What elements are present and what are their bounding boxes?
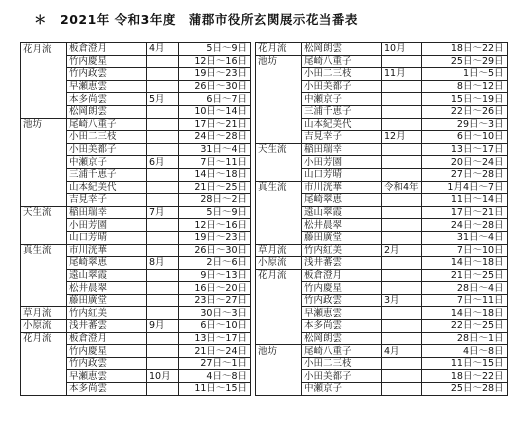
date-range: 18日～22日 xyxy=(421,370,507,383)
month-cell: 10月 xyxy=(382,43,422,56)
schedule-row xyxy=(21,55,508,68)
month-cell xyxy=(147,231,179,244)
member-name: 松岡朗雲 xyxy=(302,332,382,345)
month-cell: 5月 xyxy=(147,93,179,106)
school-cell: 花月流 xyxy=(21,43,67,56)
member-name: 尾崎八重子 xyxy=(302,345,382,358)
schedule-row xyxy=(21,282,508,295)
month-cell xyxy=(382,231,422,244)
school-cell xyxy=(256,282,302,295)
school-cell xyxy=(256,383,302,396)
month-cell xyxy=(382,383,422,396)
school-cell: 小原流 xyxy=(256,257,302,270)
school-cell: 花月流 xyxy=(256,43,302,56)
date-range: 31日～4日 xyxy=(421,231,507,244)
member-name: 松岡朗雲 xyxy=(67,105,147,118)
date-range: 22日～26日 xyxy=(421,105,507,118)
member-name: 竹内紅美 xyxy=(67,307,147,320)
month-cell xyxy=(147,282,179,295)
school-cell xyxy=(21,257,67,270)
member-name: 小田美都子 xyxy=(302,80,382,93)
schedule-row xyxy=(21,105,508,118)
member-name: 松井晨翠 xyxy=(302,219,382,232)
date-range: 14日～18日 xyxy=(421,307,507,320)
schedule-table xyxy=(20,42,508,396)
month-cell xyxy=(147,244,179,257)
date-range: 26日～30日 xyxy=(179,80,251,93)
date-range: 8日～12日 xyxy=(421,80,507,93)
schedule-row xyxy=(21,143,508,156)
school-cell xyxy=(256,131,302,144)
school-cell xyxy=(21,294,67,307)
month-cell xyxy=(382,219,422,232)
schedule-row xyxy=(21,93,508,106)
date-range: 16日～20日 xyxy=(179,282,251,295)
member-name: 吉見幸子 xyxy=(302,131,382,144)
school-cell xyxy=(256,206,302,219)
month-cell xyxy=(147,168,179,181)
school-cell xyxy=(21,194,67,207)
school-cell: 池坊 xyxy=(21,118,67,131)
date-range: 11日～15日 xyxy=(179,383,251,396)
schedule-row xyxy=(21,294,508,307)
month-cell xyxy=(382,206,422,219)
date-range: 2日～6日 xyxy=(179,257,251,270)
member-name: 板倉澄月 xyxy=(67,43,147,56)
date-range: 4日～8日 xyxy=(179,370,251,383)
member-name: 竹内政雲 xyxy=(302,294,382,307)
school-cell: 池坊 xyxy=(256,345,302,358)
date-range: 20日～24日 xyxy=(421,156,507,169)
month-cell xyxy=(147,219,179,232)
month-cell: 令和4年 xyxy=(382,181,422,194)
month-cell: 12月 xyxy=(382,131,422,144)
school-cell xyxy=(21,156,67,169)
member-name: 中瀬京子 xyxy=(302,383,382,396)
month-cell xyxy=(382,332,422,345)
member-name: 小田美都子 xyxy=(67,143,147,156)
school-cell xyxy=(21,131,67,144)
month-cell xyxy=(147,55,179,68)
member-name: 竹内紅美 xyxy=(302,244,382,257)
member-name: 本多尚雲 xyxy=(302,320,382,333)
date-range: 24日～28日 xyxy=(421,219,507,232)
month-cell xyxy=(382,282,422,295)
member-name: 遠山翠霞 xyxy=(67,269,147,282)
school-cell xyxy=(21,282,67,295)
member-name: 早瀬恵雲 xyxy=(67,370,147,383)
date-range: 12日～16日 xyxy=(179,219,251,232)
date-range: 1月4日～7日 xyxy=(421,181,507,194)
month-cell xyxy=(147,345,179,358)
month-cell: 4月 xyxy=(382,345,422,358)
month-cell: 6月 xyxy=(147,156,179,169)
school-cell xyxy=(256,370,302,383)
month-cell: 3月 xyxy=(382,294,422,307)
school-cell xyxy=(256,219,302,232)
schedule-row xyxy=(21,257,508,270)
member-name: 尾崎翠恵 xyxy=(302,194,382,207)
schedule-row xyxy=(21,156,508,169)
school-cell xyxy=(21,383,67,396)
date-range: 21日～25日 xyxy=(179,181,251,194)
member-name: 三浦千恵子 xyxy=(67,168,147,181)
school-cell xyxy=(256,194,302,207)
date-range: 12日～16日 xyxy=(179,55,251,68)
date-range: 5日～9日 xyxy=(179,43,251,56)
date-range: 25日～29日 xyxy=(421,55,507,68)
schedule-row xyxy=(21,68,508,81)
school-cell xyxy=(256,156,302,169)
schedule-row xyxy=(21,332,508,345)
schedule-row xyxy=(21,320,508,333)
month-cell xyxy=(382,168,422,181)
date-range: 11日～14日 xyxy=(421,194,507,207)
date-range: 4日～8日 xyxy=(421,345,507,358)
date-range: 26日～30日 xyxy=(179,244,251,257)
date-range: 23日～27日 xyxy=(179,294,251,307)
member-name: 山本紀美代 xyxy=(67,181,147,194)
month-cell: 9月 xyxy=(147,320,179,333)
school-cell xyxy=(256,307,302,320)
school-cell xyxy=(21,68,67,81)
member-name: 本多尚雲 xyxy=(67,383,147,396)
member-name: 尾崎八重子 xyxy=(302,55,382,68)
member-name: 本多尚雲 xyxy=(67,93,147,106)
member-name: 小田二三枝 xyxy=(302,68,382,81)
date-range: 31日～4日 xyxy=(179,143,251,156)
schedule-row xyxy=(21,181,508,194)
school-cell xyxy=(21,231,67,244)
date-range: 17日～21日 xyxy=(179,118,251,131)
month-cell: 8月 xyxy=(147,257,179,270)
member-name: 浅井蕃雲 xyxy=(67,320,147,333)
month-cell xyxy=(382,55,422,68)
date-range: 17日～21日 xyxy=(421,206,507,219)
school-cell xyxy=(256,357,302,370)
date-range: 11日～15日 xyxy=(421,357,507,370)
month-cell: 11月 xyxy=(382,68,422,81)
member-name: 浅井蕃雲 xyxy=(302,257,382,270)
member-name: 山本紀美代 xyxy=(302,118,382,131)
date-range: 28日～1日 xyxy=(421,332,507,345)
month-cell xyxy=(147,131,179,144)
member-name: 市川洸華 xyxy=(67,244,147,257)
school-cell xyxy=(256,68,302,81)
date-range: 1日～5日 xyxy=(421,68,507,81)
member-name: 小田二三枝 xyxy=(302,357,382,370)
member-name: 小田芳園 xyxy=(302,156,382,169)
date-range: 27日～1日 xyxy=(179,357,251,370)
schedule-row xyxy=(21,206,508,219)
member-name: 早瀬恵雲 xyxy=(302,307,382,320)
school-cell xyxy=(21,143,67,156)
member-name: 山口芳晴 xyxy=(67,231,147,244)
schedule-row xyxy=(21,118,508,131)
school-cell xyxy=(256,332,302,345)
month-cell xyxy=(147,181,179,194)
schedule-row xyxy=(21,219,508,232)
school-cell xyxy=(21,168,67,181)
page-title: ＊ 2021年 令和3年度 蒲郡市役所玄関展示花当番表 xyxy=(34,12,358,27)
month-cell xyxy=(382,156,422,169)
member-name: 尾崎八重子 xyxy=(67,118,147,131)
schedule-row xyxy=(21,194,508,207)
month-cell xyxy=(382,307,422,320)
month-cell xyxy=(147,294,179,307)
date-range: 29日～3日 xyxy=(421,118,507,131)
member-name: 藤田廣堂 xyxy=(67,294,147,307)
date-range: 7日～10日 xyxy=(421,244,507,257)
school-cell xyxy=(21,181,67,194)
school-cell xyxy=(21,269,67,282)
month-cell xyxy=(147,383,179,396)
date-range: 5日～9日 xyxy=(179,206,251,219)
schedule-row xyxy=(21,370,508,383)
month-cell xyxy=(382,105,422,118)
school-cell: 小原流 xyxy=(21,320,67,333)
month-cell xyxy=(382,269,422,282)
school-cell xyxy=(256,105,302,118)
member-name: 吉見幸子 xyxy=(67,194,147,207)
school-cell xyxy=(21,357,67,370)
date-range: 18日～22日 xyxy=(421,43,507,56)
member-name: 竹内慶星 xyxy=(302,282,382,295)
schedule-row xyxy=(21,131,508,144)
member-name: 竹内慶星 xyxy=(67,345,147,358)
member-name: 山口芳晴 xyxy=(302,168,382,181)
date-range: 28日～4日 xyxy=(421,282,507,295)
school-cell: 草月流 xyxy=(256,244,302,257)
school-cell: 花月流 xyxy=(21,332,67,345)
school-cell xyxy=(256,80,302,93)
school-cell xyxy=(21,93,67,106)
month-cell xyxy=(147,118,179,131)
month-cell: 2月 xyxy=(382,244,422,257)
date-range: 25日～28日 xyxy=(421,383,507,396)
member-name: 市川洸華 xyxy=(302,181,382,194)
school-cell xyxy=(21,105,67,118)
member-name: 中瀬京子 xyxy=(302,93,382,106)
schedule-row xyxy=(21,244,508,257)
schedule-row xyxy=(21,345,508,358)
month-cell xyxy=(147,194,179,207)
date-range: 7日～11日 xyxy=(179,156,251,169)
member-name: 板倉澄月 xyxy=(302,269,382,282)
school-cell: 真生流 xyxy=(256,181,302,194)
date-range: 6日～7日 xyxy=(179,93,251,106)
school-cell xyxy=(256,231,302,244)
month-cell xyxy=(382,357,422,370)
member-name: 板倉澄月 xyxy=(67,332,147,345)
month-cell xyxy=(147,105,179,118)
member-name: 早瀬恵雲 xyxy=(67,80,147,93)
date-range: 14日～18日 xyxy=(179,168,251,181)
schedule-row xyxy=(21,231,508,244)
date-range: 6日～10日 xyxy=(179,320,251,333)
member-name: 尾崎翠恵 xyxy=(67,257,147,270)
date-range: 15日～19日 xyxy=(421,93,507,106)
month-cell xyxy=(147,80,179,93)
schedule-row xyxy=(21,357,508,370)
school-cell xyxy=(21,370,67,383)
date-range: 14日～18日 xyxy=(421,257,507,270)
school-cell: 真生流 xyxy=(21,244,67,257)
month-cell xyxy=(147,357,179,370)
month-cell xyxy=(382,118,422,131)
schedule-row xyxy=(21,80,508,93)
school-cell: 花月流 xyxy=(256,269,302,282)
date-range: 7日～11日 xyxy=(421,294,507,307)
school-cell xyxy=(21,80,67,93)
school-cell xyxy=(256,294,302,307)
date-range: 30日～3日 xyxy=(179,307,251,320)
month-cell xyxy=(147,332,179,345)
month-cell xyxy=(382,320,422,333)
school-cell: 池坊 xyxy=(256,55,302,68)
school-cell xyxy=(256,118,302,131)
school-cell: 天生流 xyxy=(21,206,67,219)
schedule-row xyxy=(21,307,508,320)
month-cell xyxy=(147,143,179,156)
schedule-row xyxy=(21,43,508,56)
date-range: 9日～13日 xyxy=(179,269,251,282)
member-name: 小田二三枝 xyxy=(67,131,147,144)
member-name: 竹内政雲 xyxy=(67,357,147,370)
month-cell: 10月 xyxy=(147,370,179,383)
month-cell xyxy=(382,143,422,156)
date-range: 13日～17日 xyxy=(421,143,507,156)
school-cell xyxy=(21,55,67,68)
month-cell xyxy=(147,307,179,320)
month-cell xyxy=(147,269,179,282)
date-range: 28日～2日 xyxy=(179,194,251,207)
member-name: 三浦千恵子 xyxy=(302,105,382,118)
school-cell xyxy=(256,93,302,106)
month-cell xyxy=(382,370,422,383)
month-cell xyxy=(382,194,422,207)
month-cell: 4月 xyxy=(147,43,179,56)
month-cell xyxy=(382,93,422,106)
school-cell xyxy=(21,219,67,232)
date-range: 19日～23日 xyxy=(179,231,251,244)
month-cell: 7月 xyxy=(147,206,179,219)
school-cell xyxy=(21,345,67,358)
date-range: 13日～17日 xyxy=(179,332,251,345)
member-name: 藤田廣堂 xyxy=(302,231,382,244)
member-name: 松井晨翠 xyxy=(67,282,147,295)
date-range: 19日～23日 xyxy=(179,68,251,81)
month-cell xyxy=(382,80,422,93)
member-name: 松岡朗雲 xyxy=(302,43,382,56)
month-cell xyxy=(382,257,422,270)
schedule-row xyxy=(21,269,508,282)
school-cell xyxy=(256,320,302,333)
date-range: 22日～25日 xyxy=(421,320,507,333)
date-range: 21日～24日 xyxy=(179,345,251,358)
member-name: 遠山翠霞 xyxy=(302,206,382,219)
member-name: 竹内政雲 xyxy=(67,68,147,81)
school-cell: 天生流 xyxy=(256,143,302,156)
school-cell xyxy=(256,168,302,181)
member-name: 中瀬京子 xyxy=(67,156,147,169)
schedule-row xyxy=(21,383,508,396)
school-cell: 草月流 xyxy=(21,307,67,320)
month-cell xyxy=(147,68,179,81)
date-range: 21日～25日 xyxy=(421,269,507,282)
member-name: 稲田瑞幸 xyxy=(67,206,147,219)
date-range: 27日～28日 xyxy=(421,168,507,181)
date-range: 24日～28日 xyxy=(179,131,251,144)
schedule-row xyxy=(21,168,508,181)
date-range: 6日～10日 xyxy=(421,131,507,144)
member-name: 小田美都子 xyxy=(302,370,382,383)
member-name: 竹内慶星 xyxy=(67,55,147,68)
member-name: 小田芳園 xyxy=(67,219,147,232)
member-name: 稲田瑞幸 xyxy=(302,143,382,156)
date-range: 10日～14日 xyxy=(179,105,251,118)
